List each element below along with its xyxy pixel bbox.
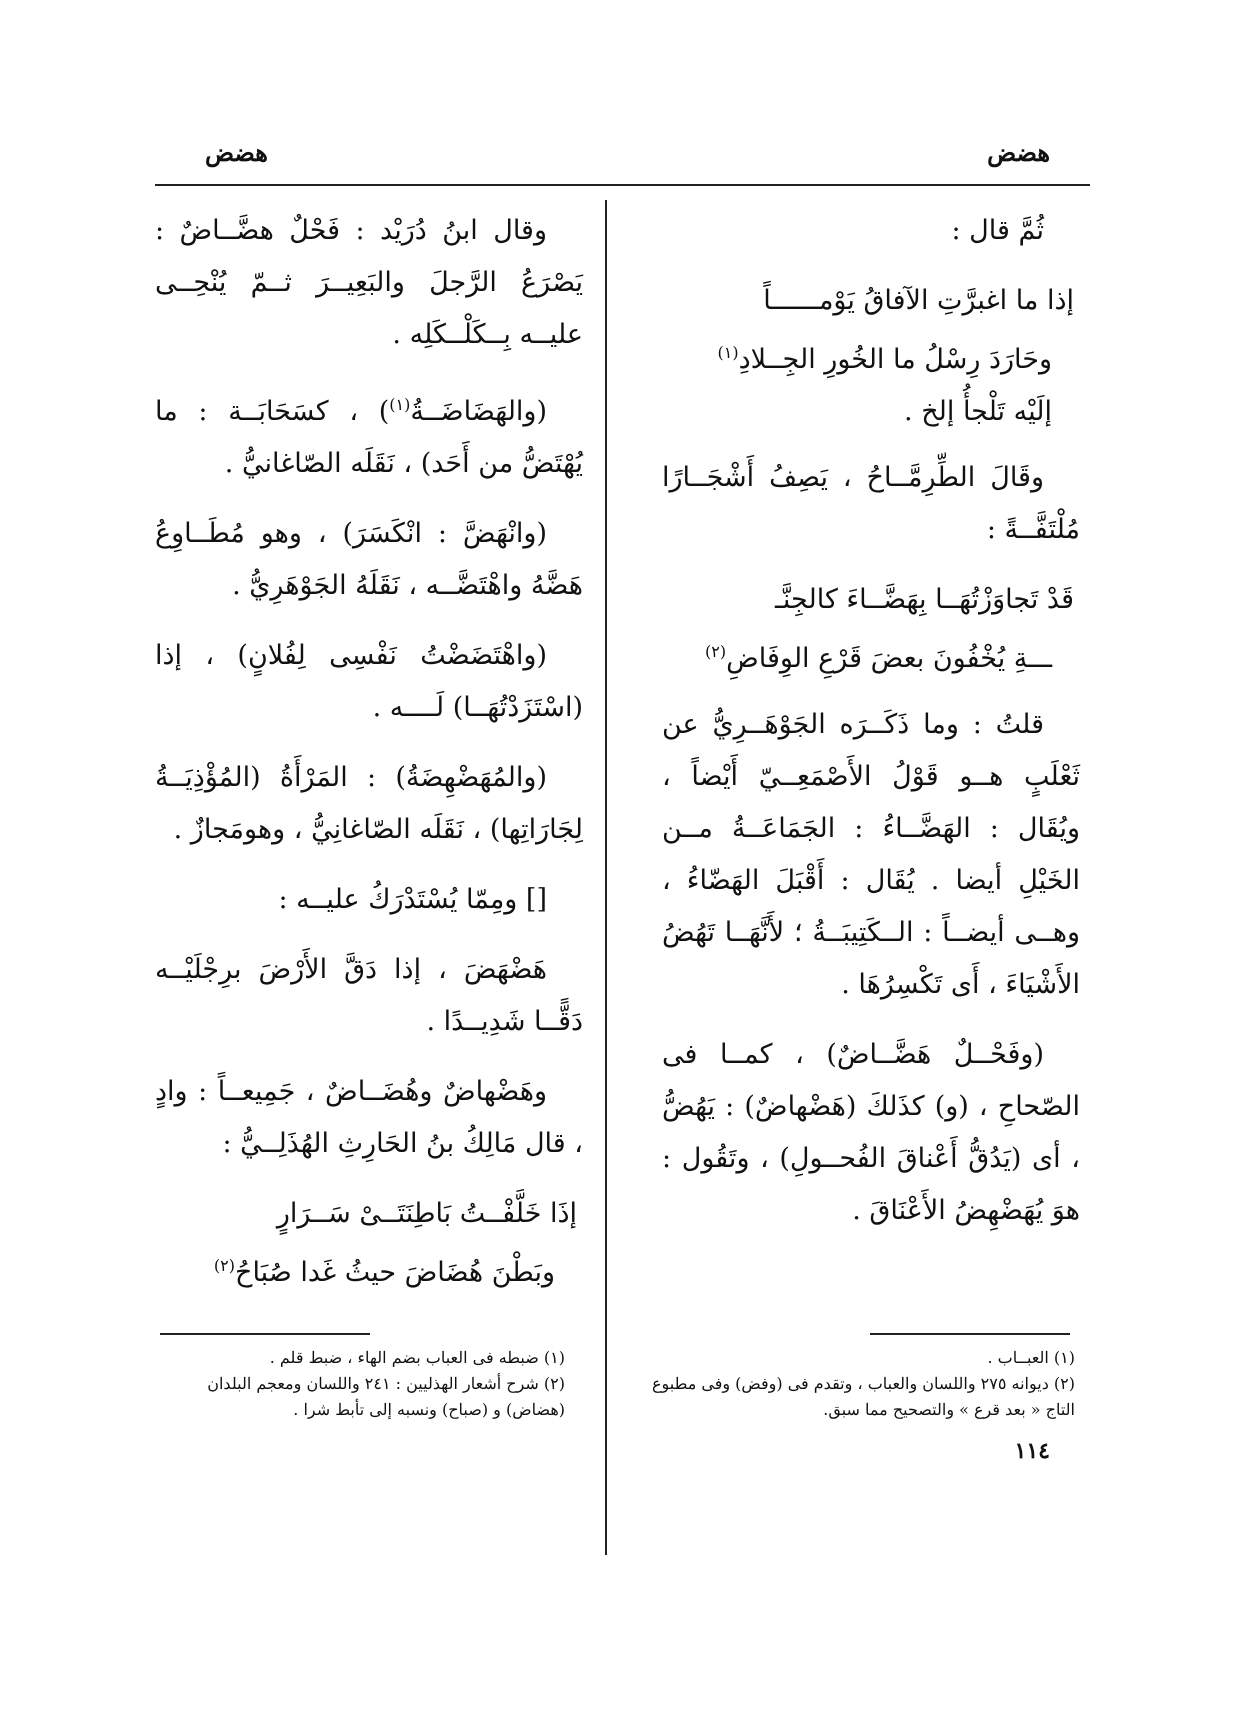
verse-hemistich-text: وبَطْنَ هُضَاضَ حيثُ غَدا صُبَاحُ xyxy=(235,1257,555,1288)
header-rule xyxy=(155,184,1090,186)
footnote-ref[interactable]: (١) xyxy=(389,395,411,414)
right-column xyxy=(662,205,1080,1255)
left-column xyxy=(155,205,583,1313)
column-divider xyxy=(605,200,607,1555)
verse-hemistich-text: وحَارَدَ رِسْلُ ما الخُورِ الجِــلادِ xyxy=(738,344,1052,375)
footnote-rule-right xyxy=(870,1333,1070,1335)
footnote-rule-left xyxy=(160,1333,370,1335)
right-para-4: قلتُ : وما ذَكَــرَه الجَوْهَــرِيُّ عن ثَعْلَبٍ هــو قَوْلُ الأَصْمَعِــيّ أَيْضاً ، ويُقَال : الهَضَّــاءُ : الجَمَاعَــةُ مــن الخَيْلِ أيضا . يُقَال : أَقْبَلَ الهَضّاءُ ، وهــى أيضــاً : الــكَتِيبَــةُ ؛ لأَنَّهَــا تَهُضُ الأَشْيَاءَ ، أَى تَكْسِرُهَا . xyxy=(662,709,1080,1000)
right-para-1: ثُمَّ قال : xyxy=(951,215,1044,246)
verse-hemistich xyxy=(662,626,1074,685)
left-para-6: [] ومِمّا يُسْتَدْرَكُ عليــه : xyxy=(278,884,547,915)
footnote: (١) العبــاب . xyxy=(987,1348,1075,1367)
footnote: (١) ضبطه فى العباب بضم الهاء ، ضبط قلم . xyxy=(269,1348,565,1367)
right-para-5: (وفَحْــلٌ هَضَّــاضٌ) ، كمــا فى الصّحاحِ ، (و) كذَلكَ (هَضْهاضٌ) : يَهُضُّ ، أى (يَدُقُّ أَعْناقَ الفُحــولِ) ، وتَقُول : هوَ يُهَضْهِضُ الأَعْنَاقَ . xyxy=(662,1039,1080,1226)
running-head-right: هضض xyxy=(987,138,1050,167)
verse-hemistich: إذَا خَلَّفْــتُ بَاطِنَتَــىْ سَــرَارٍ xyxy=(276,1198,577,1229)
left-para-2 xyxy=(155,379,583,490)
verse-continuation: إلَيْه تَلْجأُ إلخ . xyxy=(904,396,1052,427)
footnotes-right xyxy=(645,1345,1075,1423)
left-para-1: وقال ابنُ دُرَيْد : فَحْلٌ هضَّــاضٌ : يَصْرَعُ الرَّجلَ والبَعِيــرَ ثــمّ يُنْحِــى عليــه بِــكَلْــكَلِه . xyxy=(155,215,583,350)
footnote-ref[interactable]: (١) xyxy=(717,343,739,362)
right-verse-1 xyxy=(662,275,1080,438)
verse-hemistich-text: ـــةِ يُخْفُونَ بعضَ قَرْعِ الوِفَاضِ xyxy=(726,643,1052,674)
right-verse-2 xyxy=(662,574,1080,685)
verse-hemistich: قَدْ تَجاوَزْتُهَــا بِهَضَّــاءَ كالجِنَّـ xyxy=(775,584,1074,615)
footnotes-left xyxy=(145,1345,565,1423)
footnote-ref[interactable]: (٢) xyxy=(213,1256,236,1275)
footnote: (٢) شرح أشعار الهذليين : ٢٤١ واللسان ومعجم البلدان (هضاض) و (صباح) ونسبه إلى تأبط شرا . xyxy=(207,1374,565,1419)
left-para-2-end: ) ، كسَحَابَــة : ما يُهْتَضُّ من أَحَد) ، نَقَلَه الصّاغانيُّ . xyxy=(155,396,583,479)
footnote: (٢) ديوانه ٢٧٥ واللسان والعباب ، وتقدم فى (وفض) وفى مطبوع التاج « بعد قرع » والتصحيح مما سبق. xyxy=(651,1374,1075,1419)
verse-hemistich: إذا ما اغبرَّتِ الآفاقُ يَوْمــــــاً xyxy=(763,285,1074,316)
left-para-3: (وانْهَضَّ : انْكَسَرَ) ، وهو مُطَــاوِعُ هَضَّهُ واهْتَضَّــه ، نَقَلَهُ الجَوْهَرِيُّ . xyxy=(155,518,583,601)
left-verse xyxy=(155,1188,583,1299)
left-para-2-start: (والهَضَاضَــةُ xyxy=(410,396,547,427)
left-para-8: وهَضْهاضٌ وهُضَــاضٌ ، جَمِيعــاً : وادٍ ، قال مَالِكُ بنُ الحَارِثِ الهُذَلِــيُّ : xyxy=(155,1076,583,1159)
page-number: ١١٤ xyxy=(1014,1438,1050,1464)
running-head-left: هضض xyxy=(205,138,268,167)
verse-hemistich xyxy=(155,1240,577,1299)
left-para-5: (والمُهَضْهِضَةُ) : المَرْأَةُ (المُؤْذِيَــةُ لِجَارَاتِها) ، نَقَلَه الصّاغانِيُّ ، وهومَجازٌ . xyxy=(155,762,583,845)
left-para-7: هَضْهَضَ ، إذا دَقَّ الأَرْضَ برِجْلَيْــه دَقًّــا شَدِيــدًا . xyxy=(155,954,583,1037)
footnote-ref[interactable]: (٢) xyxy=(705,642,727,661)
verse-hemistich xyxy=(662,327,1074,386)
left-para-4: (واهْتَضَضْتُ نَفْسِى لِفُلانٍ) ، إذا (اسْتَزَدْتُهَــا) لَــــه . xyxy=(155,640,583,723)
right-para-3: وقَالَ الطِّرِمَّــاحُ ، يَصِفُ أَشْجَــارًا مُلْتَفَّــةً : xyxy=(662,462,1080,545)
